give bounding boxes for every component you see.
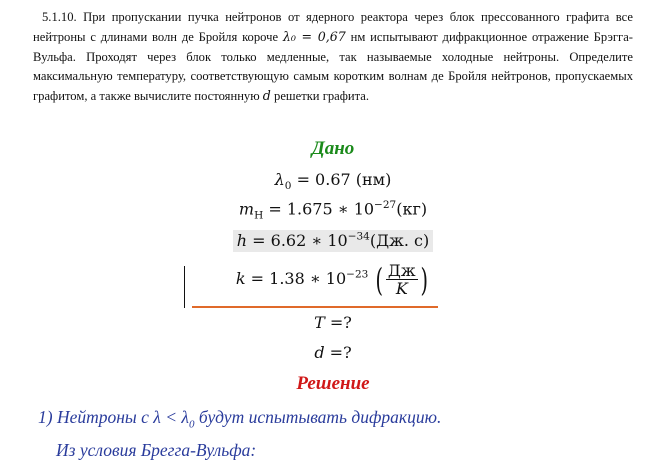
problem-paragraph bbox=[33, 8, 633, 106]
left-paren: ( bbox=[375, 260, 384, 299]
given-boltzmann bbox=[0, 262, 666, 297]
given-divider bbox=[192, 306, 438, 308]
problem-number: 5.1.10. bbox=[42, 10, 77, 24]
lambda-zero-value: λ₀ = 0,67 bbox=[282, 29, 346, 45]
planck-exponent: −34 bbox=[347, 231, 370, 243]
given-lambda bbox=[0, 170, 666, 192]
find-lattice-constant bbox=[0, 343, 666, 362]
fraction-denominator: K bbox=[395, 279, 408, 298]
problem-statement bbox=[33, 8, 633, 106]
planck-unit: (Дж. с) bbox=[369, 231, 430, 251]
mass-unit: (кг) bbox=[396, 199, 428, 219]
boltzmann-symbol: k bbox=[235, 269, 246, 288]
lambda-rhs: = 0.67 (нм) bbox=[296, 170, 392, 189]
given-heading: Дано bbox=[311, 138, 355, 159]
step1-subscript: 0 bbox=[189, 418, 195, 431]
step1-prefix: 1) Нейтроны с bbox=[38, 407, 154, 427]
fraction-numerator: Дж bbox=[387, 261, 416, 280]
given-vertical-rule bbox=[184, 266, 185, 308]
solution-bragg-intro: Из условия Брегга-Вульфа: bbox=[56, 440, 257, 460]
problem-text-part1: При пропускании пучка нейтронов от ядерного реактора через блок прессованного графита все нейтроны с длинами волн де Бройля короче bbox=[33, 10, 633, 45]
given-planck bbox=[0, 231, 666, 250]
planck-rhs: = 6.62 ∗ 10 bbox=[252, 231, 348, 251]
mass-exponent: −27 bbox=[374, 199, 397, 211]
solution-step-1 bbox=[38, 407, 441, 431]
lattice-symbol: d bbox=[314, 343, 325, 362]
lambda-subscript: 0 bbox=[284, 180, 292, 193]
unit-fraction bbox=[386, 262, 418, 297]
d-symbol: d bbox=[262, 88, 271, 104]
given-mass bbox=[0, 199, 666, 222]
lattice-rhs: =? bbox=[329, 343, 352, 362]
mass-subscript: H bbox=[254, 209, 264, 222]
problem-text-part3: решетки графита. bbox=[274, 89, 370, 104]
step1-suffix: будут испытывать дифракцию. bbox=[194, 407, 442, 427]
planck-symbol: h bbox=[236, 231, 248, 251]
planck-highlight bbox=[233, 230, 433, 252]
temperature-rhs: =? bbox=[329, 313, 352, 332]
solution-heading: Решение bbox=[296, 373, 370, 394]
temperature-symbol: T bbox=[314, 313, 325, 332]
mass-symbol: m bbox=[238, 199, 255, 219]
find-temperature bbox=[0, 313, 666, 332]
problem-text-part2: нм испытывают дифракционное отражение Брэгга-Вульфа. Проходят через блок только медленные, так называемые холодные нейтроны. Определите максимальную температуру, соответствующую самым коротким волнам де Бройля нейтронов, пропускаемых графитом, а также вычислите постоянную bbox=[33, 30, 633, 104]
boltzmann-exponent: −23 bbox=[346, 268, 369, 281]
lambda-symbol: λ bbox=[274, 170, 285, 189]
mass-rhs: = 1.675 ∗ 10 bbox=[268, 199, 375, 219]
right-paren: ) bbox=[420, 260, 428, 299]
step1-condition: λ < λ bbox=[153, 407, 190, 427]
boltzmann-rhs: = 1.38 ∗ 10 bbox=[250, 269, 347, 288]
